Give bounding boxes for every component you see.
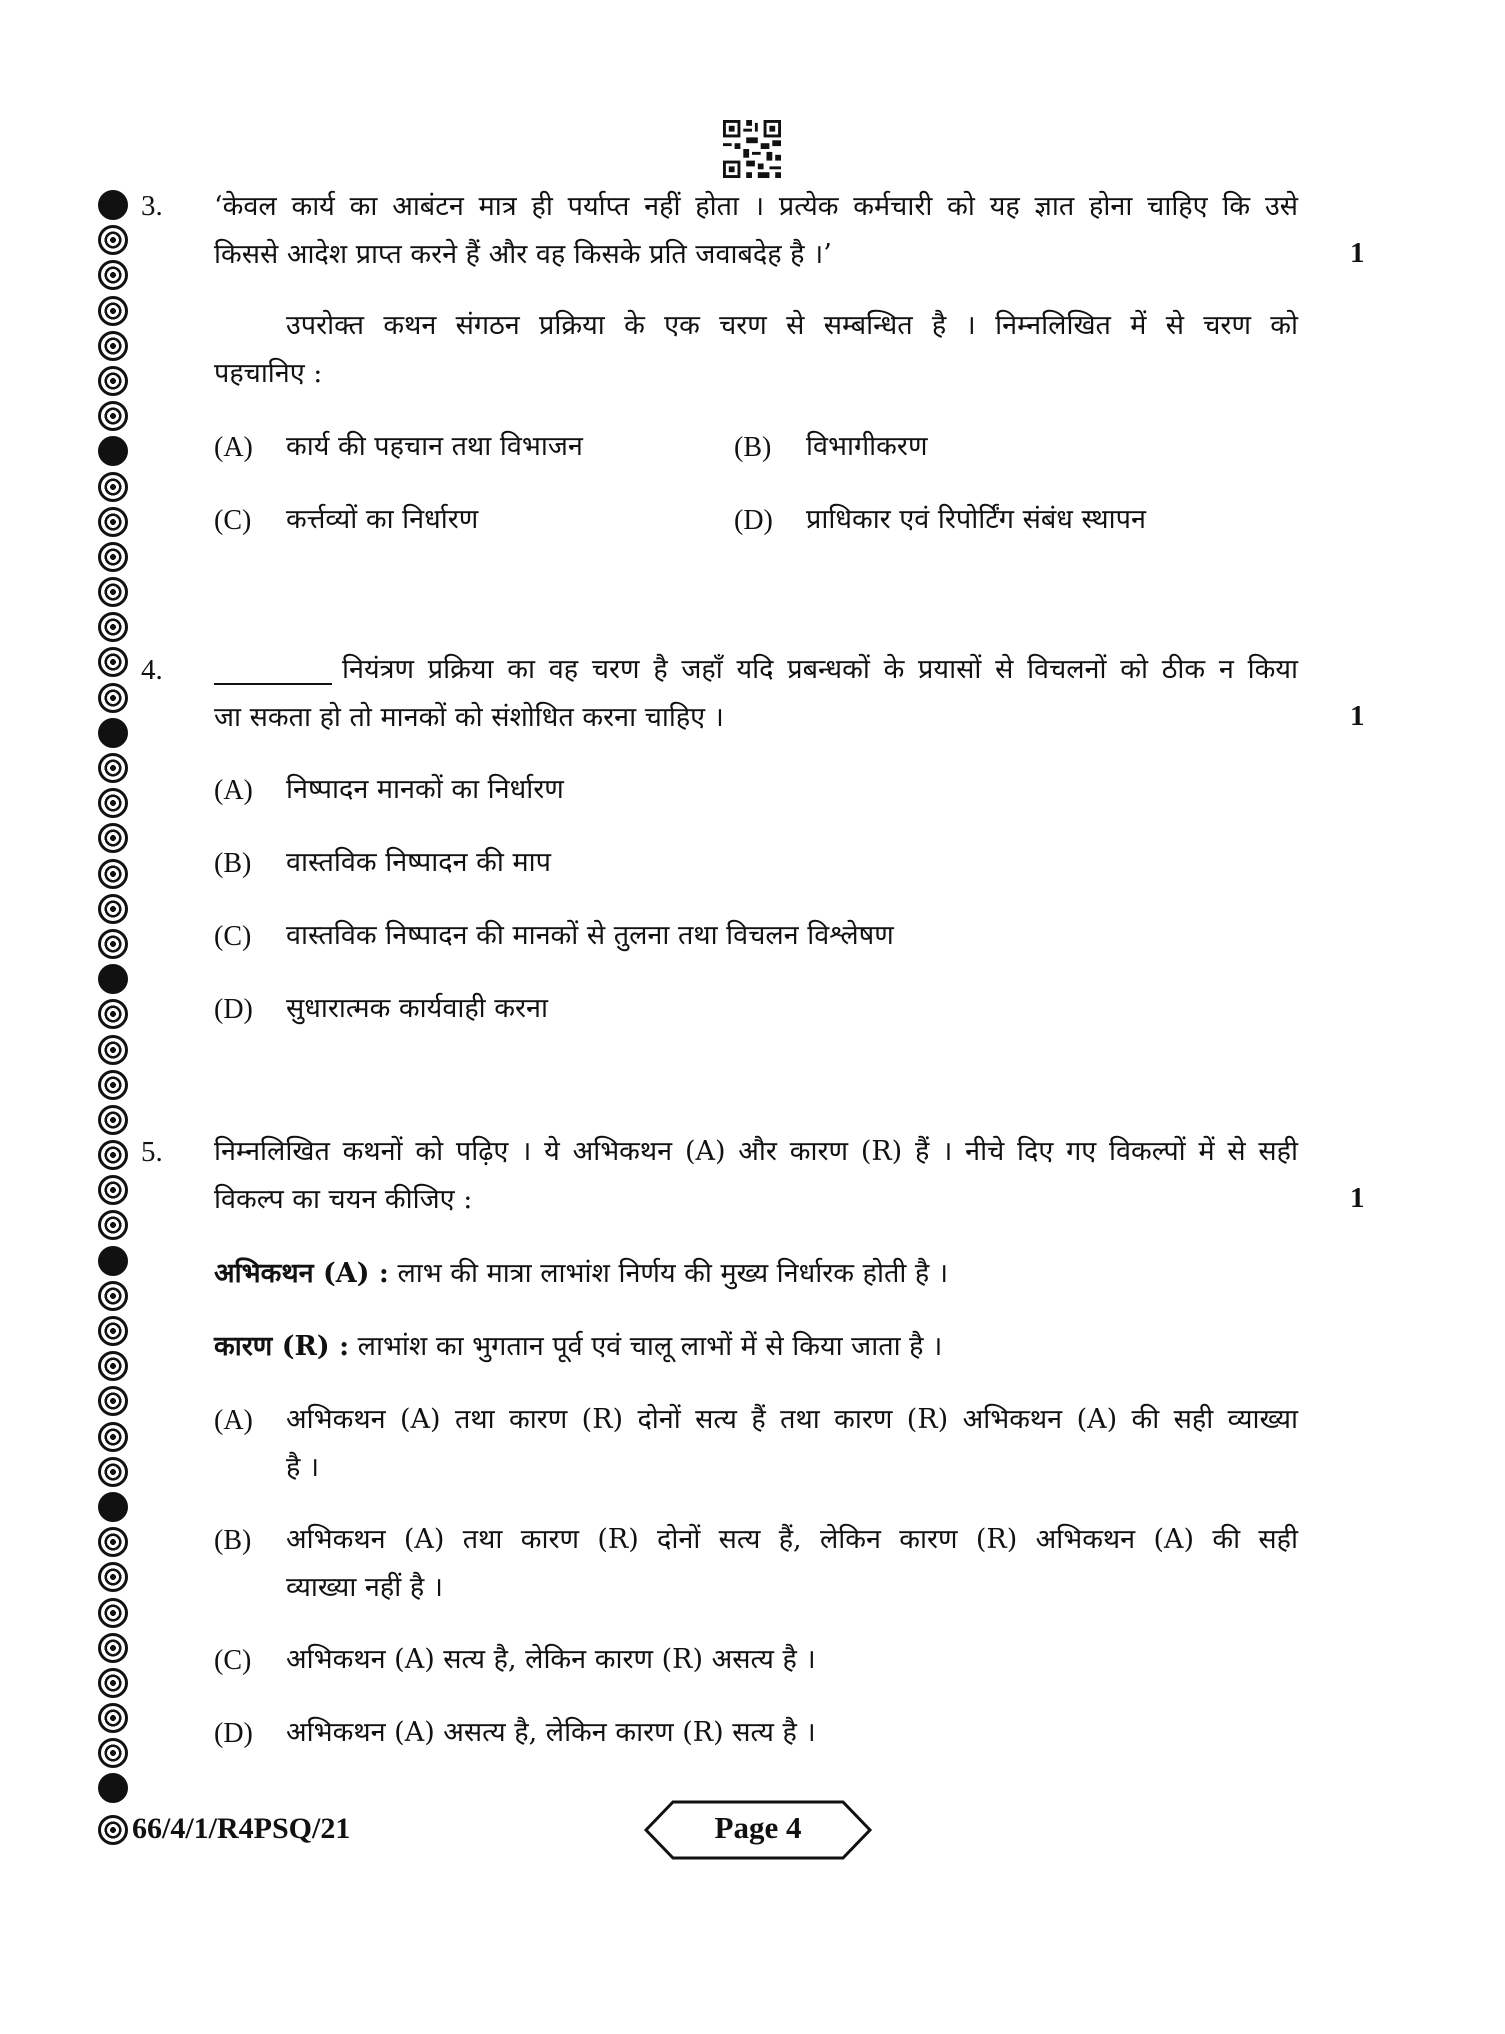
option-text: अभिकथन (A) सत्य है, लेकिन कारण (R) असत्य है ।: [286, 1644, 816, 1675]
registration-ring-icon: [98, 964, 128, 994]
registration-ring-icon: [98, 331, 128, 361]
option-text: अभिकथन (A) तथा कारण (R) दोनों सत्य हैं, लेकिन कारण (R) अभिकथन (A) की सही: [286, 1524, 1298, 1555]
question-text-line: जा सकता हो तो मानकों को संशोधित करना चाहिए ।: [214, 702, 724, 733]
registration-ring-icon: [98, 1492, 128, 1522]
registration-ring-icon: [98, 683, 128, 713]
option-text: अभिकथन (A) असत्य है, लेकिन कारण (R) सत्य है ।: [286, 1717, 816, 1748]
registration-ring-icon: [98, 260, 128, 290]
registration-ring-icon: [98, 788, 128, 818]
assertion-text: लाभ की मात्रा लाभांश निर्णय की मुख्य निर्धारक होती है ।: [397, 1258, 949, 1289]
registration-ring-icon: [98, 1386, 128, 1416]
registration-ring-icon: [98, 1140, 128, 1170]
option-label: (D): [734, 505, 773, 536]
option-label: (A): [214, 775, 253, 806]
question-text-line: नियंत्रण प्रक्रिया का वह चरण है जहाँ यदि प्रबन्धकों के प्रयासों से विचलनों को ठीक न किया: [342, 654, 1298, 685]
option-label: (B): [214, 1525, 252, 1556]
registration-ring-icon: [98, 1246, 128, 1276]
option-label: (A): [214, 1405, 253, 1436]
registration-ring-icon: [98, 753, 128, 783]
registration-ring-icon: [98, 436, 128, 466]
registration-ring-icon: [98, 1210, 128, 1240]
question-instruction-line: उपरोक्त कथन संगठन प्रक्रिया के एक चरण से सम्बन्धित है । निम्नलिखित में से चरण को: [286, 310, 1298, 341]
registration-ring-icon: [98, 647, 128, 677]
reason-label: कारण (R) :: [214, 1331, 350, 1362]
question-number: 5.: [141, 1136, 163, 1168]
question-text-line: किससे आदेश प्राप्त करने हैं और वह किसके प्रति जवाबदेह है ।’: [214, 239, 832, 270]
question-number: 4.: [141, 654, 163, 686]
question-number: 3.: [141, 190, 163, 222]
registration-ring-icon: [98, 859, 128, 889]
registration-ring-icon: [98, 718, 128, 748]
footer-ring-icon: [98, 1815, 128, 1845]
registration-ring-icon: [98, 1738, 128, 1768]
registration-ring-icon: [98, 1351, 128, 1381]
registration-ring-icon: [98, 190, 128, 220]
registration-ring-icon: [98, 1527, 128, 1557]
registration-ring-icon: [98, 1070, 128, 1100]
registration-ring-icon: [98, 1668, 128, 1698]
option-text: व्याख्या नहीं है ।: [286, 1572, 443, 1603]
registration-ring-icon: [98, 225, 128, 255]
question-instruction-line: पहचानिए :: [214, 358, 323, 389]
option-text: विभागीकरण: [806, 431, 928, 462]
option-text: सुधारात्मक कार्यवाही करना: [286, 993, 549, 1024]
question-text-line: ‘केवल कार्य का आबंटन मात्र ही पर्याप्त नहीं होता । प्रत्येक कर्मचारी को यह ज्ञात होना चाहिए कि उसे: [214, 191, 1298, 222]
option-text: वास्तविक निष्पादन की माप: [286, 847, 551, 878]
registration-ring-icon: [98, 401, 128, 431]
option-label: (B): [734, 432, 772, 463]
registration-ring-icon: [98, 1562, 128, 1592]
option-text: कर्त्तव्यों का निर्धारण: [286, 504, 479, 535]
option-label: (C): [214, 505, 252, 536]
registration-ring-icon: [98, 507, 128, 537]
registration-ring-icon: [98, 296, 128, 326]
registration-ring-icon: [98, 1105, 128, 1135]
option-label: (C): [214, 1645, 252, 1676]
question-marks: 1: [1350, 700, 1365, 732]
option-label: (A): [214, 432, 253, 463]
reason-text: लाभांश का भुगतान पूर्व एवं चालू लाभों में से किया जाता है ।: [357, 1331, 943, 1362]
registration-ring-icon: [98, 1703, 128, 1733]
registration-ring-icon: [98, 1773, 128, 1803]
registration-ring-icon: [98, 929, 128, 959]
question-marks: 1: [1350, 237, 1365, 269]
paper-code: 66/4/1/R4PSQ/21: [132, 1812, 351, 1845]
registration-ring-icon: [98, 542, 128, 572]
registration-ring-icon: [98, 999, 128, 1029]
registration-ring-icon: [98, 472, 128, 502]
reason-statement: [214, 1329, 942, 1365]
registration-ring-icon: [98, 1316, 128, 1346]
registration-ring-icon: [98, 894, 128, 924]
option-label: (D): [214, 1718, 253, 1749]
option-text: प्राधिकार एवं रिपोर्टिंग संबंध स्थापन: [806, 504, 1146, 535]
option-label: (C): [214, 921, 252, 952]
registration-ring-icon: [98, 1598, 128, 1628]
option-text: वास्तविक निष्पादन की मानकों से तुलना तथा विचलन विश्लेषण: [286, 920, 894, 951]
assertion-label: अभिकथन (A) :: [214, 1258, 389, 1289]
registration-ring-icon: [98, 577, 128, 607]
registration-ring-icon: [98, 1175, 128, 1205]
question-marks: 1: [1350, 1182, 1365, 1214]
registration-ring-icon: [98, 1035, 128, 1065]
registration-ring-icon: [98, 1633, 128, 1663]
question-text-line: विकल्प का चयन कीजिए :: [214, 1184, 473, 1215]
assertion-statement: [214, 1256, 948, 1292]
option-label: (D): [214, 994, 253, 1025]
registration-ring-icon: [98, 366, 128, 396]
registration-ring-column: [96, 190, 136, 1809]
registration-ring-icon: [98, 1457, 128, 1487]
question-text-line: निम्नलिखित कथनों को पढ़िए । ये अभिकथन (A) और कारण (R) हैं । नीचे दिए गए विकल्पों में से सही: [214, 1136, 1298, 1167]
option-text: निष्पादन मानकों का निर्धारण: [286, 774, 564, 805]
registration-ring-icon: [98, 1281, 128, 1311]
registration-ring-icon: [98, 612, 128, 642]
option-text: है ।: [286, 1452, 320, 1483]
page-number: Page 4: [714, 1810, 802, 1845]
option-text: अभिकथन (A) तथा कारण (R) दोनों सत्य हैं तथा कारण (R) अभिकथन (A) की सही व्याख्या: [286, 1404, 1298, 1435]
qr-code-icon: [722, 120, 782, 178]
registration-ring-icon: [98, 1422, 128, 1452]
option-label: (B): [214, 848, 252, 879]
option-text: कार्य की पहचान तथा विभाजन: [286, 431, 583, 462]
registration-ring-icon: [98, 823, 128, 853]
fill-in-blank: [214, 683, 332, 685]
